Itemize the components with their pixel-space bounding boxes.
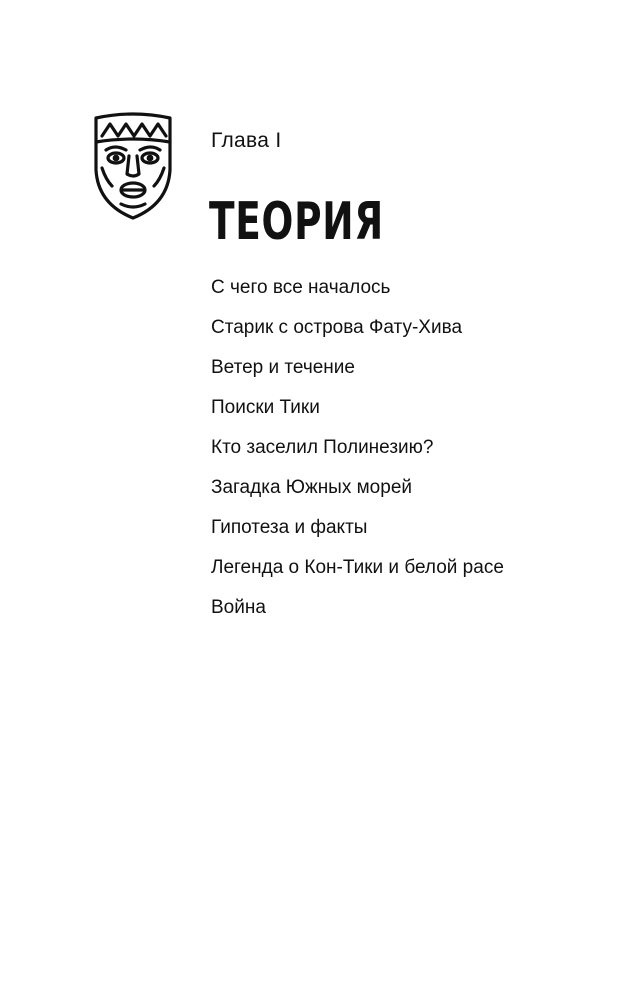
toc-item: Старик с острова Фату-Хива — [211, 317, 463, 338]
toc-item: Ветер и течение — [211, 357, 355, 378]
toc-item: С чего все началось — [211, 277, 391, 298]
toc-item: Кто заселил Полинезию? — [211, 437, 434, 458]
toc-item: Гипотеза и факты — [211, 517, 368, 538]
tiki-mask-icon — [88, 108, 178, 222]
chapter-number: Глава I — [211, 129, 282, 152]
toc-item: Поиски Тики — [211, 397, 320, 418]
toc-item: Загадка Южных морей — [211, 477, 412, 498]
toc-item: Война — [211, 597, 266, 618]
toc-item: Легенда о Кон-Тики и белой расе — [211, 557, 504, 578]
table-of-contents — [211, 274, 504, 634]
chapter-title: ТЕОРИЯ — [209, 192, 384, 252]
